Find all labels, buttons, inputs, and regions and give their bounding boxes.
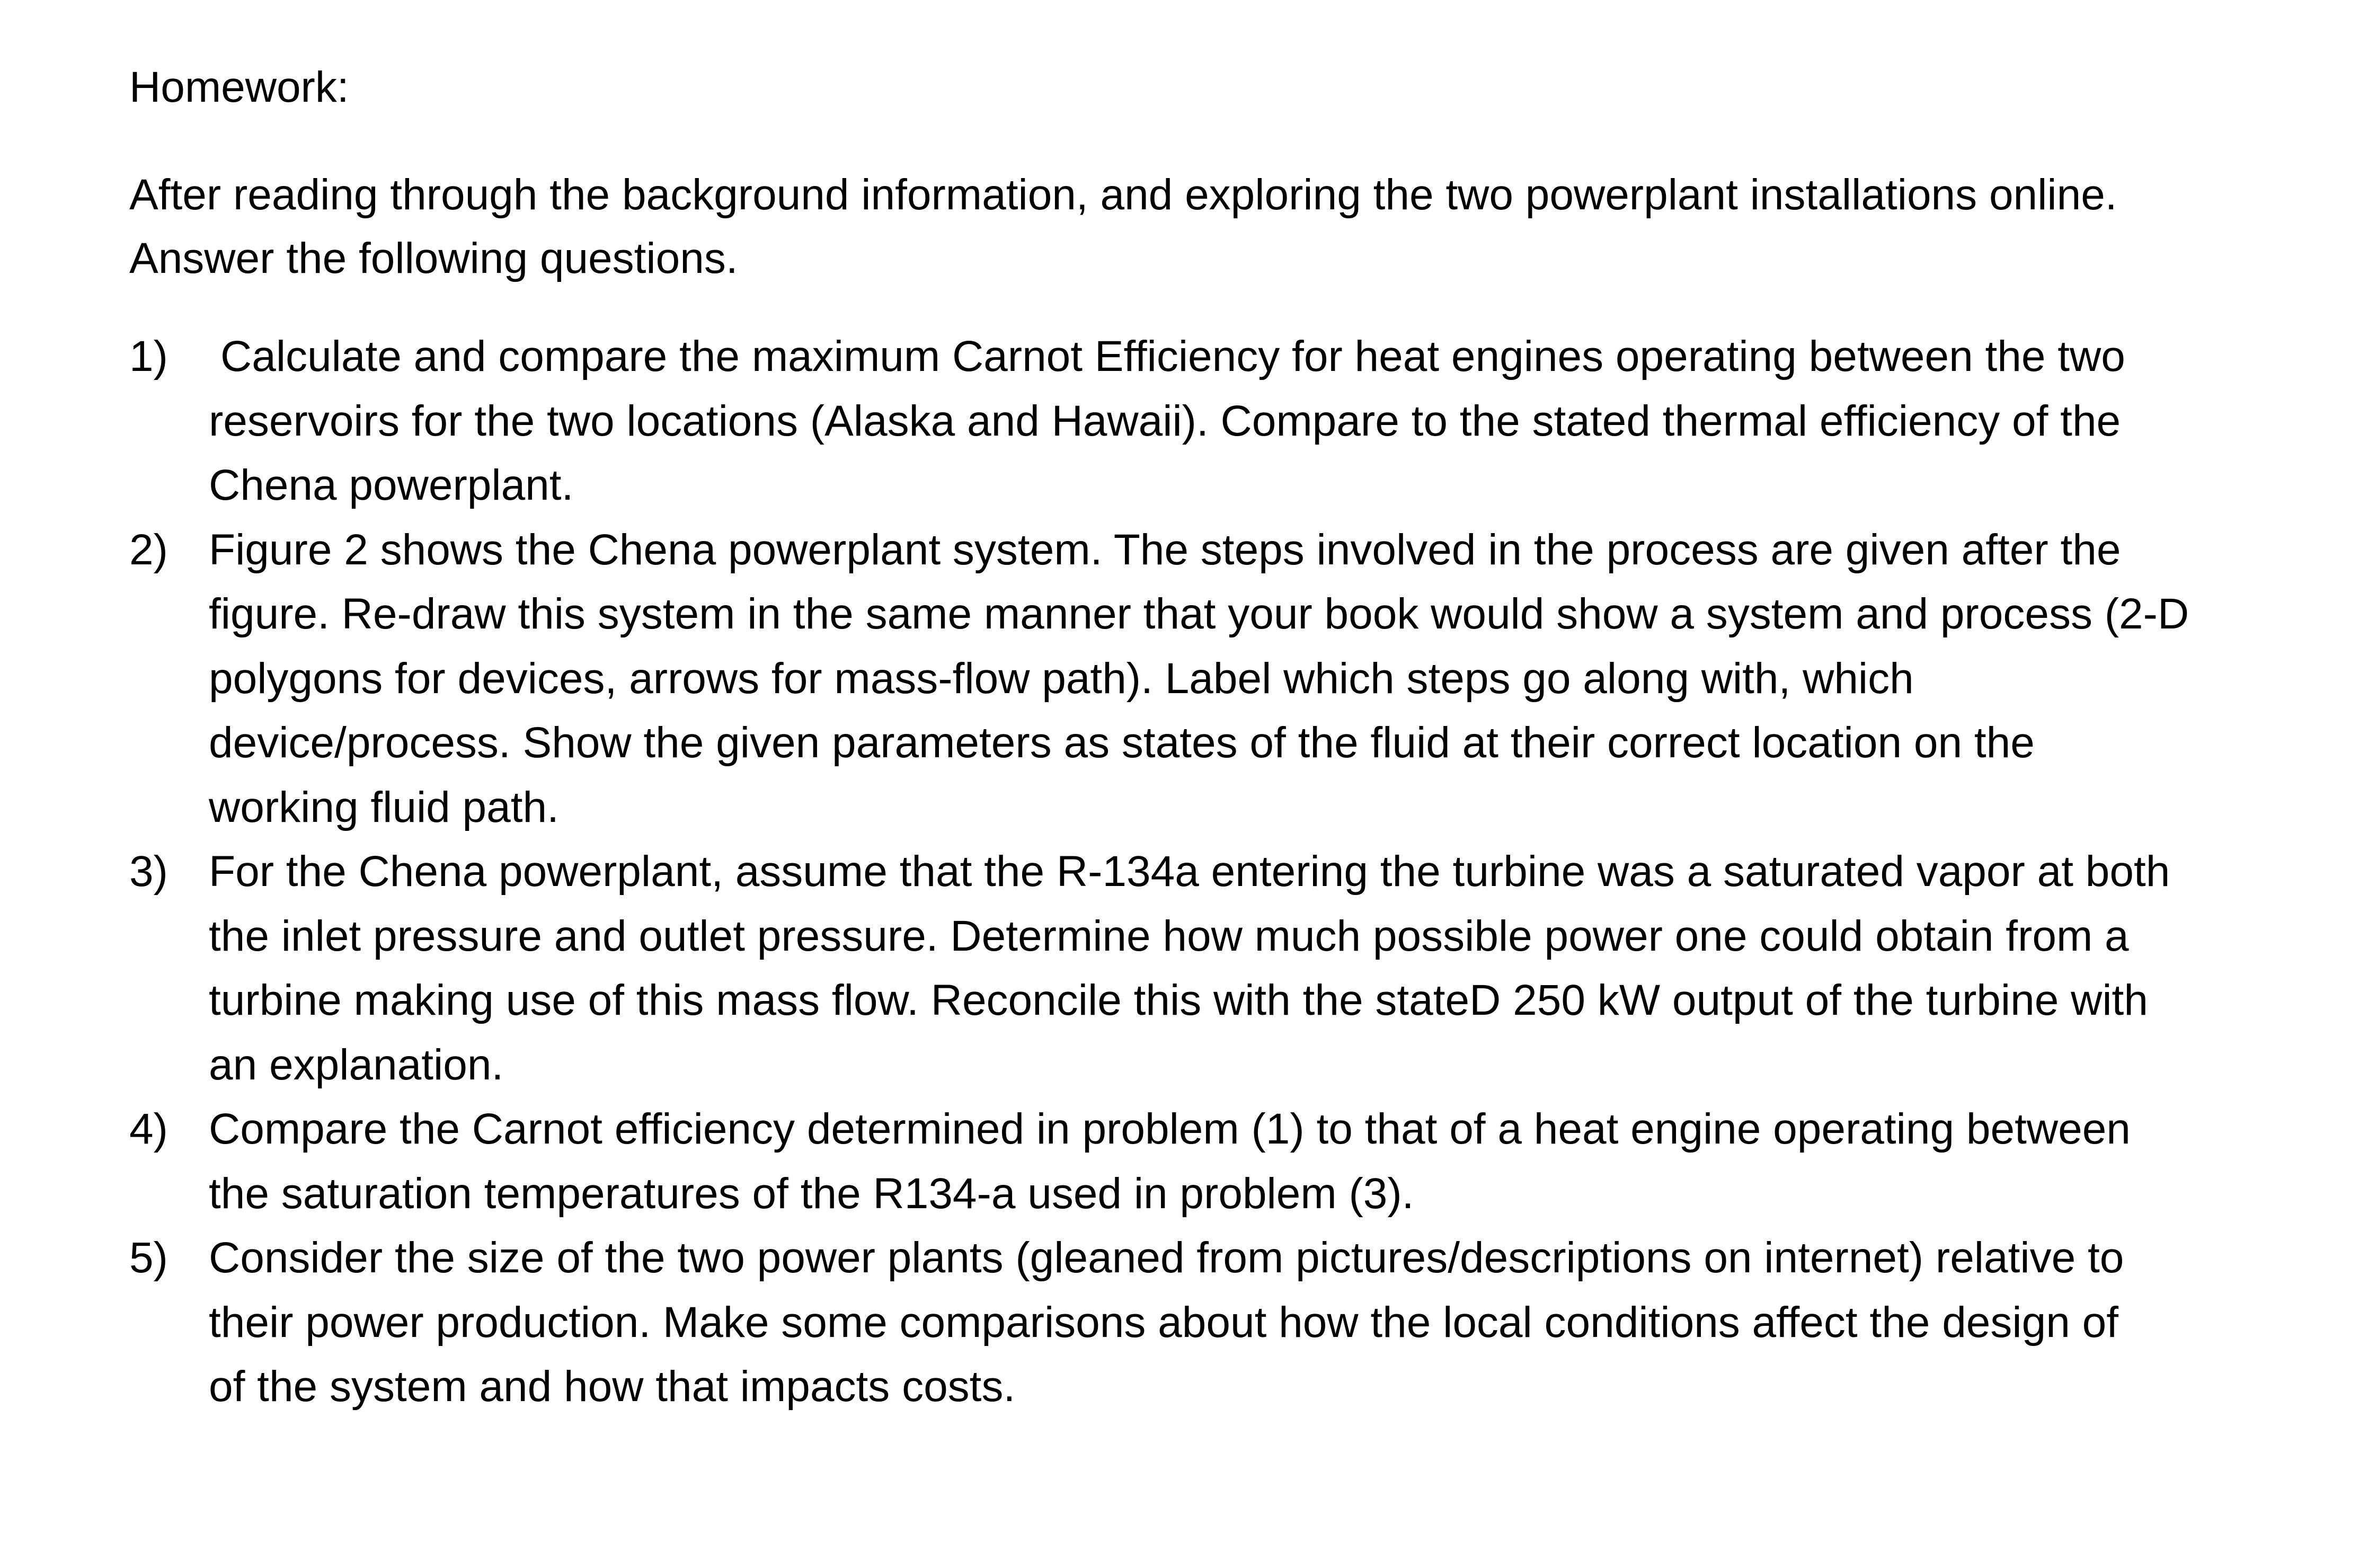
question-item-2: [129, 518, 2302, 840]
question-number: 5): [129, 1234, 168, 1282]
question-line: turbine making use of this mass flow. Reconcile this with the stateD 250 kW output of the turbine with: [209, 976, 2148, 1024]
question-line: Compare the Carnot efficiency determined in problem (1) to that of a heat engine operating between: [209, 1105, 2131, 1153]
question-line: of the system and how that impacts costs.: [209, 1362, 1016, 1411]
question-line: their power production. Make some comparisons about how the local conditions affect the design of: [209, 1298, 2118, 1346]
intro-paragraph: [129, 163, 2302, 290]
intro-line: After reading through the background information, and exploring the two powerplant installations online.: [129, 171, 2117, 219]
question-line: working fluid path.: [209, 783, 559, 831]
question-line: reservoirs for the two locations (Alaska and Hawaii). Compare to the stated thermal efficiency of the: [209, 396, 2121, 445]
question-line: figure. Re-draw this system in the same manner that your book would show a system and process (2-D: [209, 590, 2189, 638]
question-line: Figure 2 shows the Chena powerplant system. The steps involved in the process are given after the: [209, 525, 2121, 574]
question-line: device/process. Show the given parameters as states of the fluid at their correct location on the: [209, 719, 2035, 767]
question-item-1: [129, 324, 2302, 518]
question-line: an explanation.: [209, 1040, 504, 1089]
question-line: Consider the size of the two power plants (gleaned from pictures/descriptions on internet) relative to: [209, 1234, 2124, 1282]
question-line: Chena powerplant.: [209, 461, 574, 509]
intro-line: Answer the following questions.: [129, 234, 738, 282]
question-line: the inlet pressure and outlet pressure. Determine how much possible power one could obtain from a: [209, 911, 2129, 960]
question-list: [129, 324, 2302, 1419]
question-number: 3): [129, 847, 168, 896]
question-item-3: [129, 839, 2302, 1097]
question-number: 4): [129, 1105, 168, 1153]
question-line: Calculate and compare the maximum Carnot Efficiency for heat engines operating between the two: [220, 332, 2125, 380]
question-number: 2): [129, 525, 168, 574]
question-line: For the Chena powerplant, assume that the R-134a entering the turbine was a saturated vapor at both: [209, 847, 2170, 896]
question-item-4: [129, 1097, 2302, 1226]
question-number: 1): [129, 332, 168, 380]
question-item-5: [129, 1226, 2302, 1419]
question-line: the saturation temperatures of the R134-a used in problem (3).: [209, 1169, 1414, 1218]
question-line: polygons for devices, arrows for mass-flow path). Label which steps go along with, which: [209, 654, 1914, 703]
homework-heading: Homework:: [129, 63, 349, 111]
